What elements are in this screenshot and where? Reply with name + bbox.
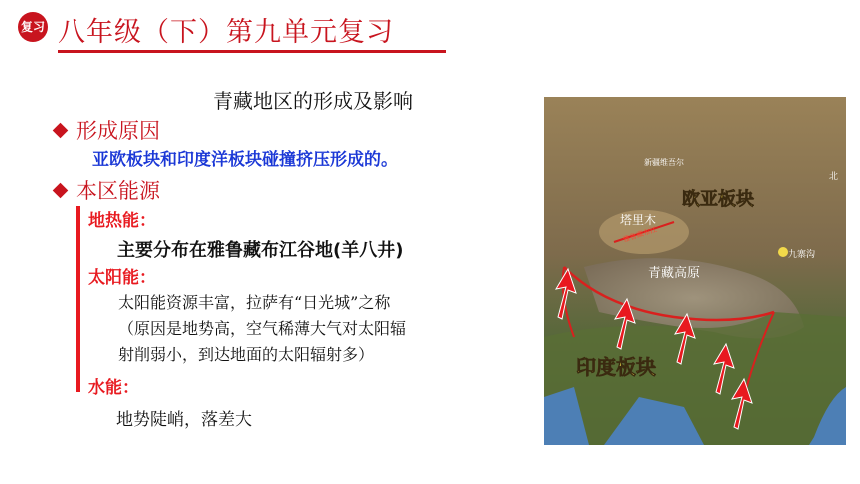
eurasia-plate-label: 欧亚板块: [682, 189, 754, 209]
north-label: 北: [829, 171, 839, 181]
energy-side-bar: [76, 206, 80, 392]
river-label: 雅鲁藏布江: [622, 226, 658, 244]
energy-heading: 本区能源: [76, 179, 160, 203]
solar-line: 太阳能资源丰富，拉萨有“日光城”之称: [118, 293, 391, 312]
solar-line: 射削弱小，到达地面的太阳辐射多）: [118, 345, 375, 364]
plate-collision-map: [544, 97, 846, 445]
tarim-label: 塔里木: [620, 213, 657, 227]
formation-cause-text: 亚欧板块和印度洋板块碰撞挤压形成的。: [92, 150, 398, 170]
solar-line: （原因是地势高，空气稀薄大气对太阳辐: [118, 319, 407, 338]
bullet-formation: [55, 115, 160, 145]
page-title: 八年级（下）第九单元复习: [58, 17, 394, 48]
jiuzhai-label: 九寨沟: [788, 249, 816, 259]
solar-label: 太阳能：: [88, 268, 156, 288]
xinjiang-label: 新疆维吾尔: [644, 158, 684, 167]
map-image: [544, 97, 846, 445]
plateau-label: 青藏高原: [648, 265, 701, 280]
geothermal-label: 地热能：: [88, 211, 156, 231]
bullet-energy: [55, 175, 160, 205]
formation-heading: 形成原因: [76, 119, 160, 143]
map-pin-icon: [778, 247, 788, 257]
solar-text: [118, 290, 406, 368]
diamond-bullet-icon: [53, 122, 69, 138]
review-badge: 复习: [18, 12, 48, 42]
hydro-label: 水能：: [88, 378, 139, 398]
diamond-bullet-icon: [53, 182, 69, 198]
hydro-text: 地势陡峭，落差大: [116, 410, 252, 430]
india-plate-label: 印度板块: [576, 357, 656, 379]
title-underline: [58, 50, 446, 53]
slide-subtitle: 青藏地区的形成及影响: [213, 89, 413, 113]
geothermal-text: 主要分布在雅鲁藏布江谷地(羊八井): [117, 240, 404, 261]
